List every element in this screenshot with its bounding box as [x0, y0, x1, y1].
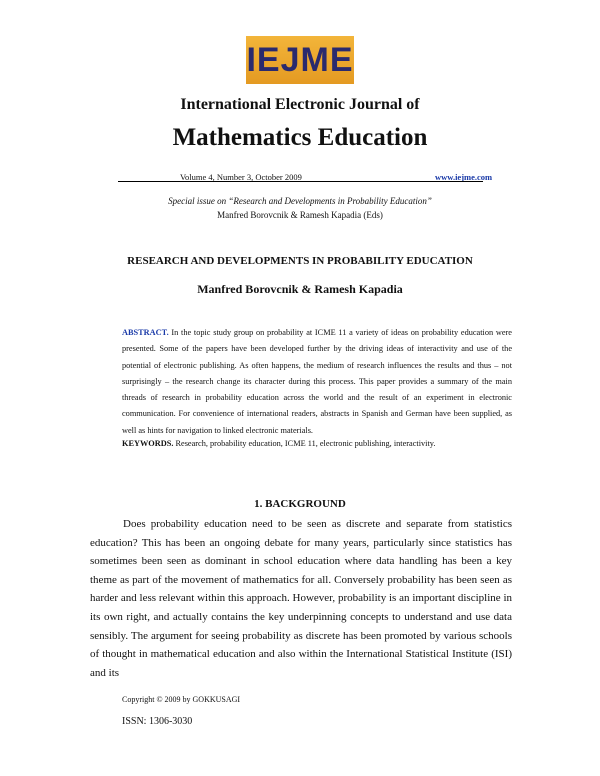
header-divider [118, 181, 483, 182]
copyright-notice: Copyright © 2009 by GOKKUSAGI [122, 695, 241, 704]
keywords-text: Research, probability education, ICME 11, electronic publishing, interactivity. [173, 439, 436, 448]
issue-editors: Manfred Borovcnik & Ramesh Kapadia (Eds) [217, 210, 383, 220]
keywords-label: KEYWORDS. [122, 439, 174, 448]
keywords [122, 439, 512, 448]
journal-logo [246, 36, 354, 84]
article-title: RESEARCH AND DEVELOPMENTS IN PROBABILITY EDUCATION [127, 255, 473, 267]
body-paragraph: Does probability education need to be seen as discrete and separate from statistics education? This has been an ongoing debate for many years, particularly since statistics has sometimes been seen as dominant in school education where data handling has been a key theme as part of the movement of mathematics for all. Conversely probability has been seen as harder and less relevant within this approach. However, probability is an important discipline in its own right, and actually contains the key underpinning concepts to understand and use data sensibly. The argument for seeing probability as discrete has been promoted by various schools of thought in mathematical education and also within the International Statistical Institute (ISI) and its [90, 518, 512, 679]
issn-number: ISSN: 1306-3030 [122, 716, 193, 727]
journal-name-line1: International Electronic Journal of [180, 96, 420, 113]
abstract-label: ABSTRACT. [122, 328, 169, 337]
special-issue-note: Special issue on “Research and Developments in Probability Education” [168, 196, 432, 206]
article-authors: Manfred Borovcnik & Ramesh Kapadia [197, 282, 403, 296]
website-link[interactable]: www.iejme.com [435, 172, 493, 182]
logo-text: IEJME [246, 40, 354, 79]
journal-name-line2: Mathematics Education [172, 124, 428, 151]
volume-info: Volume 4, Number 3, October 2009 [180, 172, 302, 182]
abstract-text: In the topic study group on probability at ICME 11 a variety of ideas on probability education were presented. Some of the papers have been developed further by the driving ideas of interactivity and use of the potential of electronic publishing. As often happens, the medium of research influences the results and thus – not surprisingly – the research change its character during this process. This paper provides a summary of the main threads of research in probability education across the world and the result of an experiment in electronic communication. For convenience of international readers, abstracts in Spanish and German have been supplied, as well as hints for navigation to linked electronic materials. [122, 328, 512, 435]
section-heading: 1. BACKGROUND [254, 498, 346, 510]
abstract [122, 325, 512, 439]
